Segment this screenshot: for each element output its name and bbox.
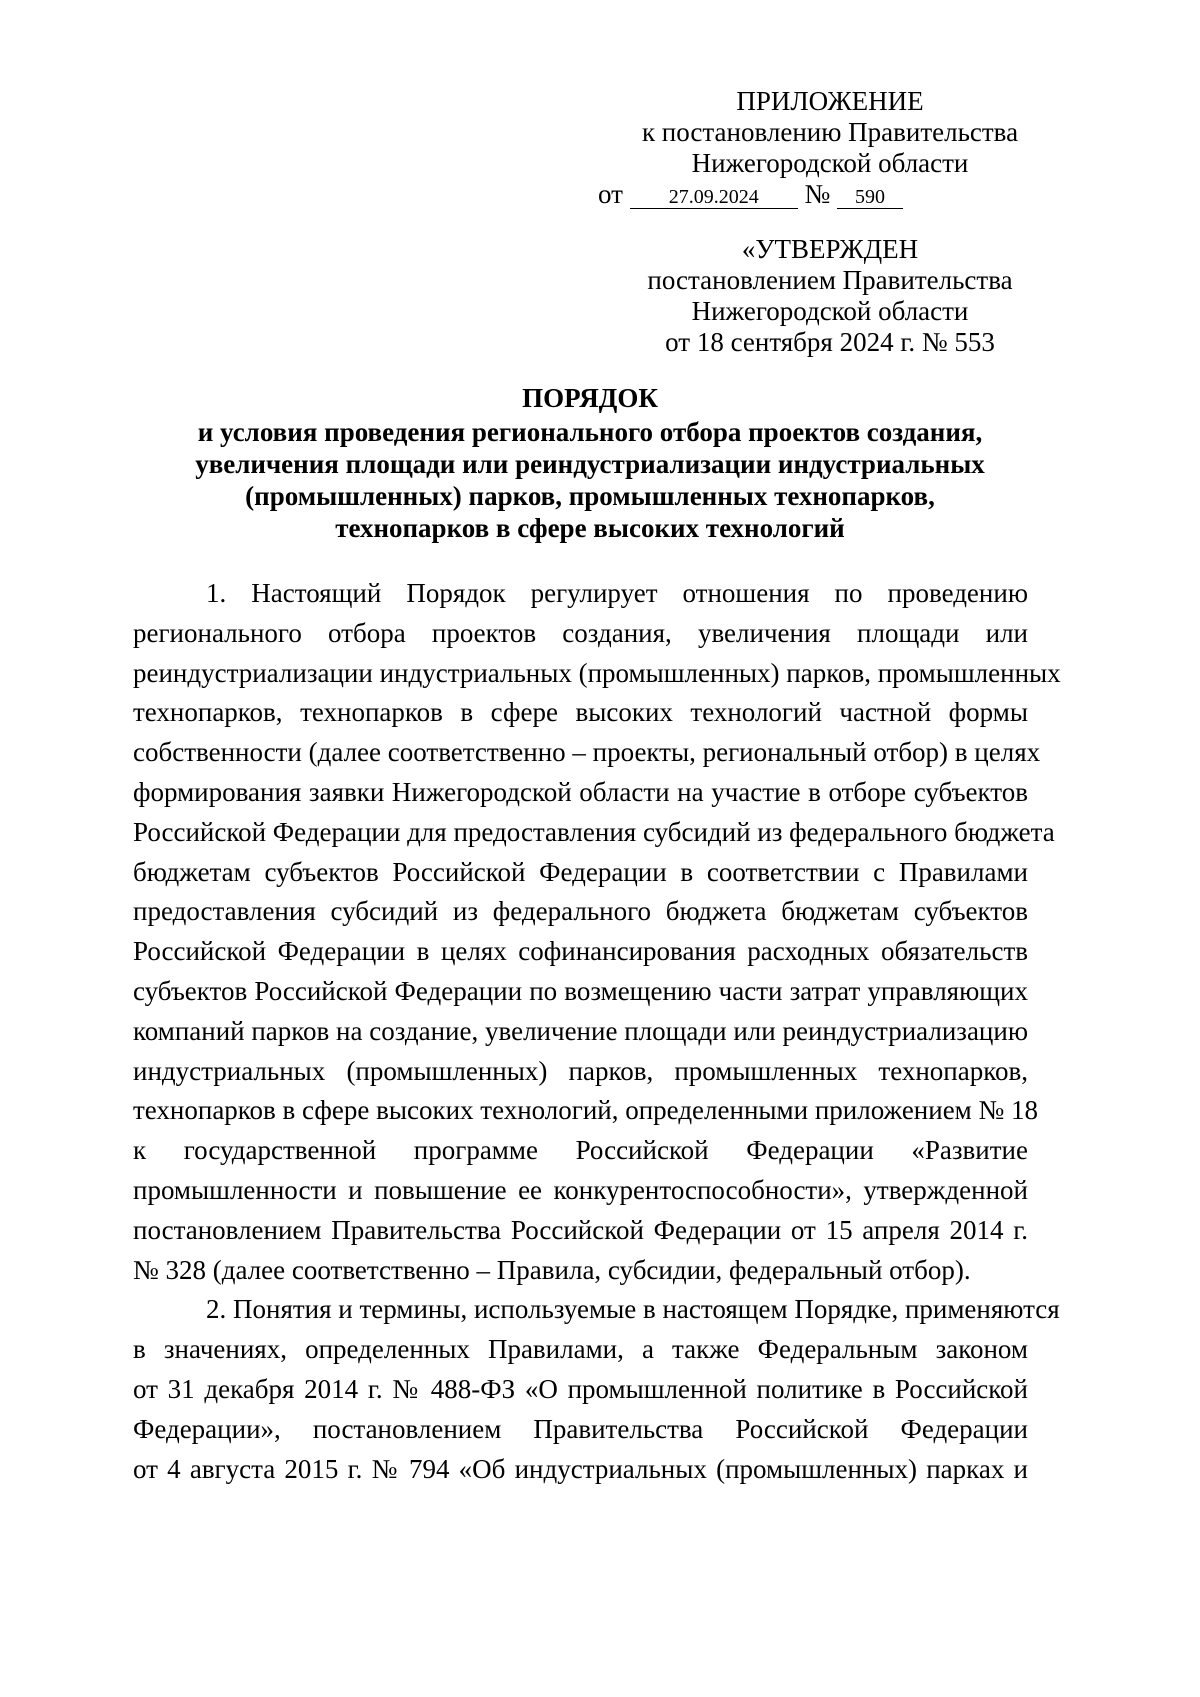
paragraph-line: предоставления субсидий из федерального бюджета бюджетам субъектов [133,896,1028,927]
approved-line-2: постановлением Правительства [647,265,1013,295]
document-title [150,382,1030,544]
title-heading: ПОРЯДОК [522,383,658,413]
paragraph-line: от 31 декабря 2014 г. № 488-ФЗ «О промышленной политике в Российской [133,1373,1028,1404]
approved-line-4: от 18 сентября 2024 г. № 553 [665,327,995,357]
approved-line-1: «УТВЕРЖДЕН [741,234,919,264]
title-line: (промышленных) парков, промышленных технопарков, [245,481,935,511]
paragraph-line: 1. Настоящий Порядок регулирует отношения по проведению [206,578,1028,608]
paragraph-line: к государственной программе Российской Федерации «Развитие [133,1135,1028,1166]
number-label: № [804,179,831,209]
paragraph-line: реиндустриализации индустриальных (промышленных) парков, промышленных [133,657,1061,688]
paragraph-line: бюджетам субъектов Российской Федерации в соответствии с Правилами [133,856,1028,887]
paragraph-line: Российской Федерации в целях софинансирования расходных обязательств [133,936,1028,967]
paragraph-line: № 328 (далее соответственно – Правила, субсидии, федеральный отбор). [133,1254,971,1285]
paragraph-line: промышленности и повышение ее конкурентоспособности», утвержденной [133,1174,1028,1205]
paragraph-line: регионального отбора проектов создания, увеличения площади или [133,617,1028,648]
title-line: и условия проведения регионального отбора проектов создания, [197,417,983,447]
paragraph-line: постановлением Правительства Российской Федерации от 15 апреля 2014 г. [133,1214,1028,1245]
date-value: 27.09.2024 [630,186,798,209]
paragraph-line: Федерации», постановлением Правительства Российской Федерации [133,1413,1028,1444]
paragraph-line: формирования заявки Нижегородской области на участие в отборе субъектов [133,776,1028,807]
number-value: 590 [837,186,903,209]
paragraph-line: индустриальных (промышленных) парков, промышленных технопарков, [133,1055,1028,1086]
appendix-line-2: Нижегородской области [691,148,969,178]
appendix-header [590,86,1070,210]
paragraph-1 [133,574,1061,1290]
appendix-title: ПРИЛОЖЕНИЕ [736,86,924,116]
paragraph-line: в значениях, определенных Правилами, а также Федеральным законом [133,1334,1028,1365]
from-label: от [598,179,623,209]
paragraph-line: компаний парков на создание, увеличение площади или реиндустриализацию [133,1015,1028,1046]
paragraph-line: собственности (далее соответственно – проекты, региональный отбор) в целях [133,737,1041,768]
approved-header [590,234,1070,358]
paragraph-line: технопарков в сфере высоких технологий, определенными приложением № 18 [133,1095,1039,1126]
document-body [133,574,1061,1489]
paragraph-2 [133,1290,1060,1489]
appendix-line-1: к постановлению Правительства [641,117,1019,147]
appendix-date-number-line [590,179,1070,210]
approved-line-3: Нижегородской области [691,296,969,326]
paragraph-line: 2. Понятия и термины, используемые в настоящем Порядке, применяются [206,1294,1060,1325]
title-line: технопарков в сфере высоких технологий [335,513,845,543]
paragraph-line: субъектов Российской Федерации по возмещению части затрат управляющих [133,975,1028,1006]
paragraph-line: технопарков, технопарков в сфере высоких технологий частной формы [133,697,1028,728]
paragraph-line: от 4 августа 2015 г. № 794 «Об индустриальных (промышленных) парках и [133,1453,1028,1484]
paragraph-line: Российской Федерации для предоставления субсидий из федерального бюджета [133,816,1055,847]
title-line: увеличения площади или реиндустриализации индустриальных [195,449,985,479]
